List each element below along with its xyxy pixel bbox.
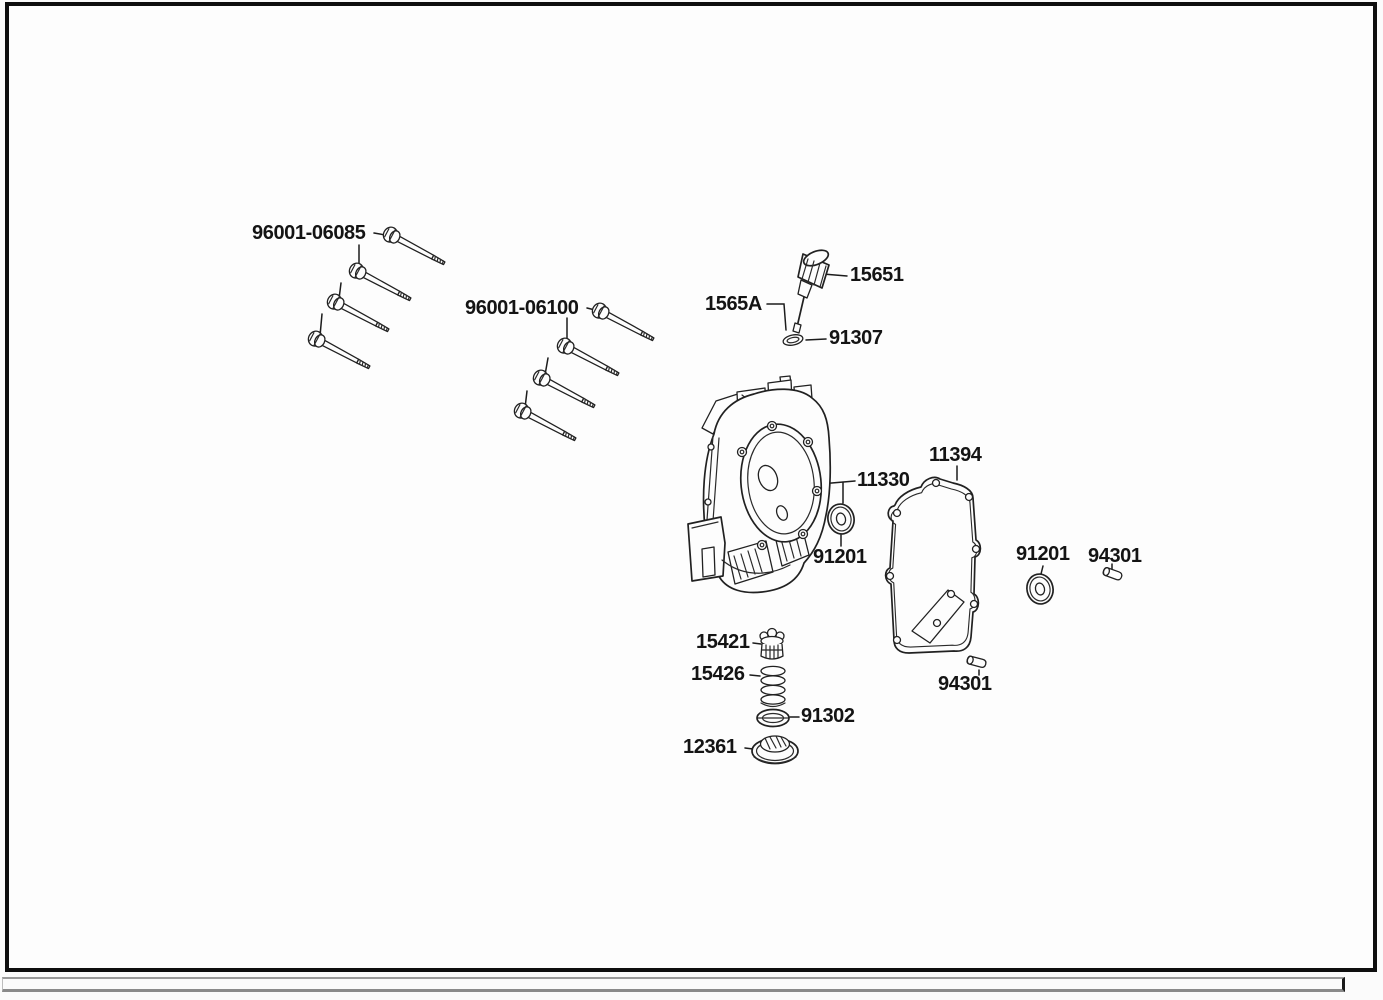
part-label-dowel-pin-right: 94301: [1088, 545, 1142, 567]
filter-spring-drawing: [750, 666, 785, 706]
part-label-crankcase-cover: 11330: [857, 469, 910, 491]
flange-bolt-group-b-drawing: [512, 301, 657, 446]
part-label-dowel-pin-lower: 94301: [938, 673, 992, 695]
part-label-oil-seal-loose: 91201: [1016, 543, 1070, 565]
cover-gasket-drawing: [886, 466, 981, 653]
oil-filter-cap-drawing: [745, 736, 798, 764]
part-label-oil-filter-cap: 12361: [683, 736, 737, 758]
part-label-drain-plug-o-ring: 91302: [801, 705, 855, 727]
oil-filter-screen-drawing: [753, 629, 784, 660]
part-label-cover-gasket: 11394: [929, 444, 982, 466]
part-label-oil-dipstick: 15651: [850, 264, 904, 286]
part-label-oil-filter-screen: 15421: [696, 631, 750, 653]
part-label-bolt-group-b: 96001-06100: [465, 297, 579, 319]
part-label-bolt-group-a: 96001-06085: [252, 222, 366, 244]
oil-seal-loose-drawing: [1024, 566, 1056, 606]
part-label-dipstick-o-ring: 91307: [829, 327, 883, 349]
drain-plug-o-ring-drawing: [757, 710, 799, 727]
oil-seal-on-cover-drawing: [825, 502, 857, 537]
part-label-filter-spring: 15426: [691, 663, 745, 685]
part-label-oil-seal-on-cover: 91201: [813, 546, 867, 568]
part-label-dipstick-assembly: 1565A: [705, 293, 762, 315]
flange-bolt-group-a-drawing: [306, 225, 448, 374]
